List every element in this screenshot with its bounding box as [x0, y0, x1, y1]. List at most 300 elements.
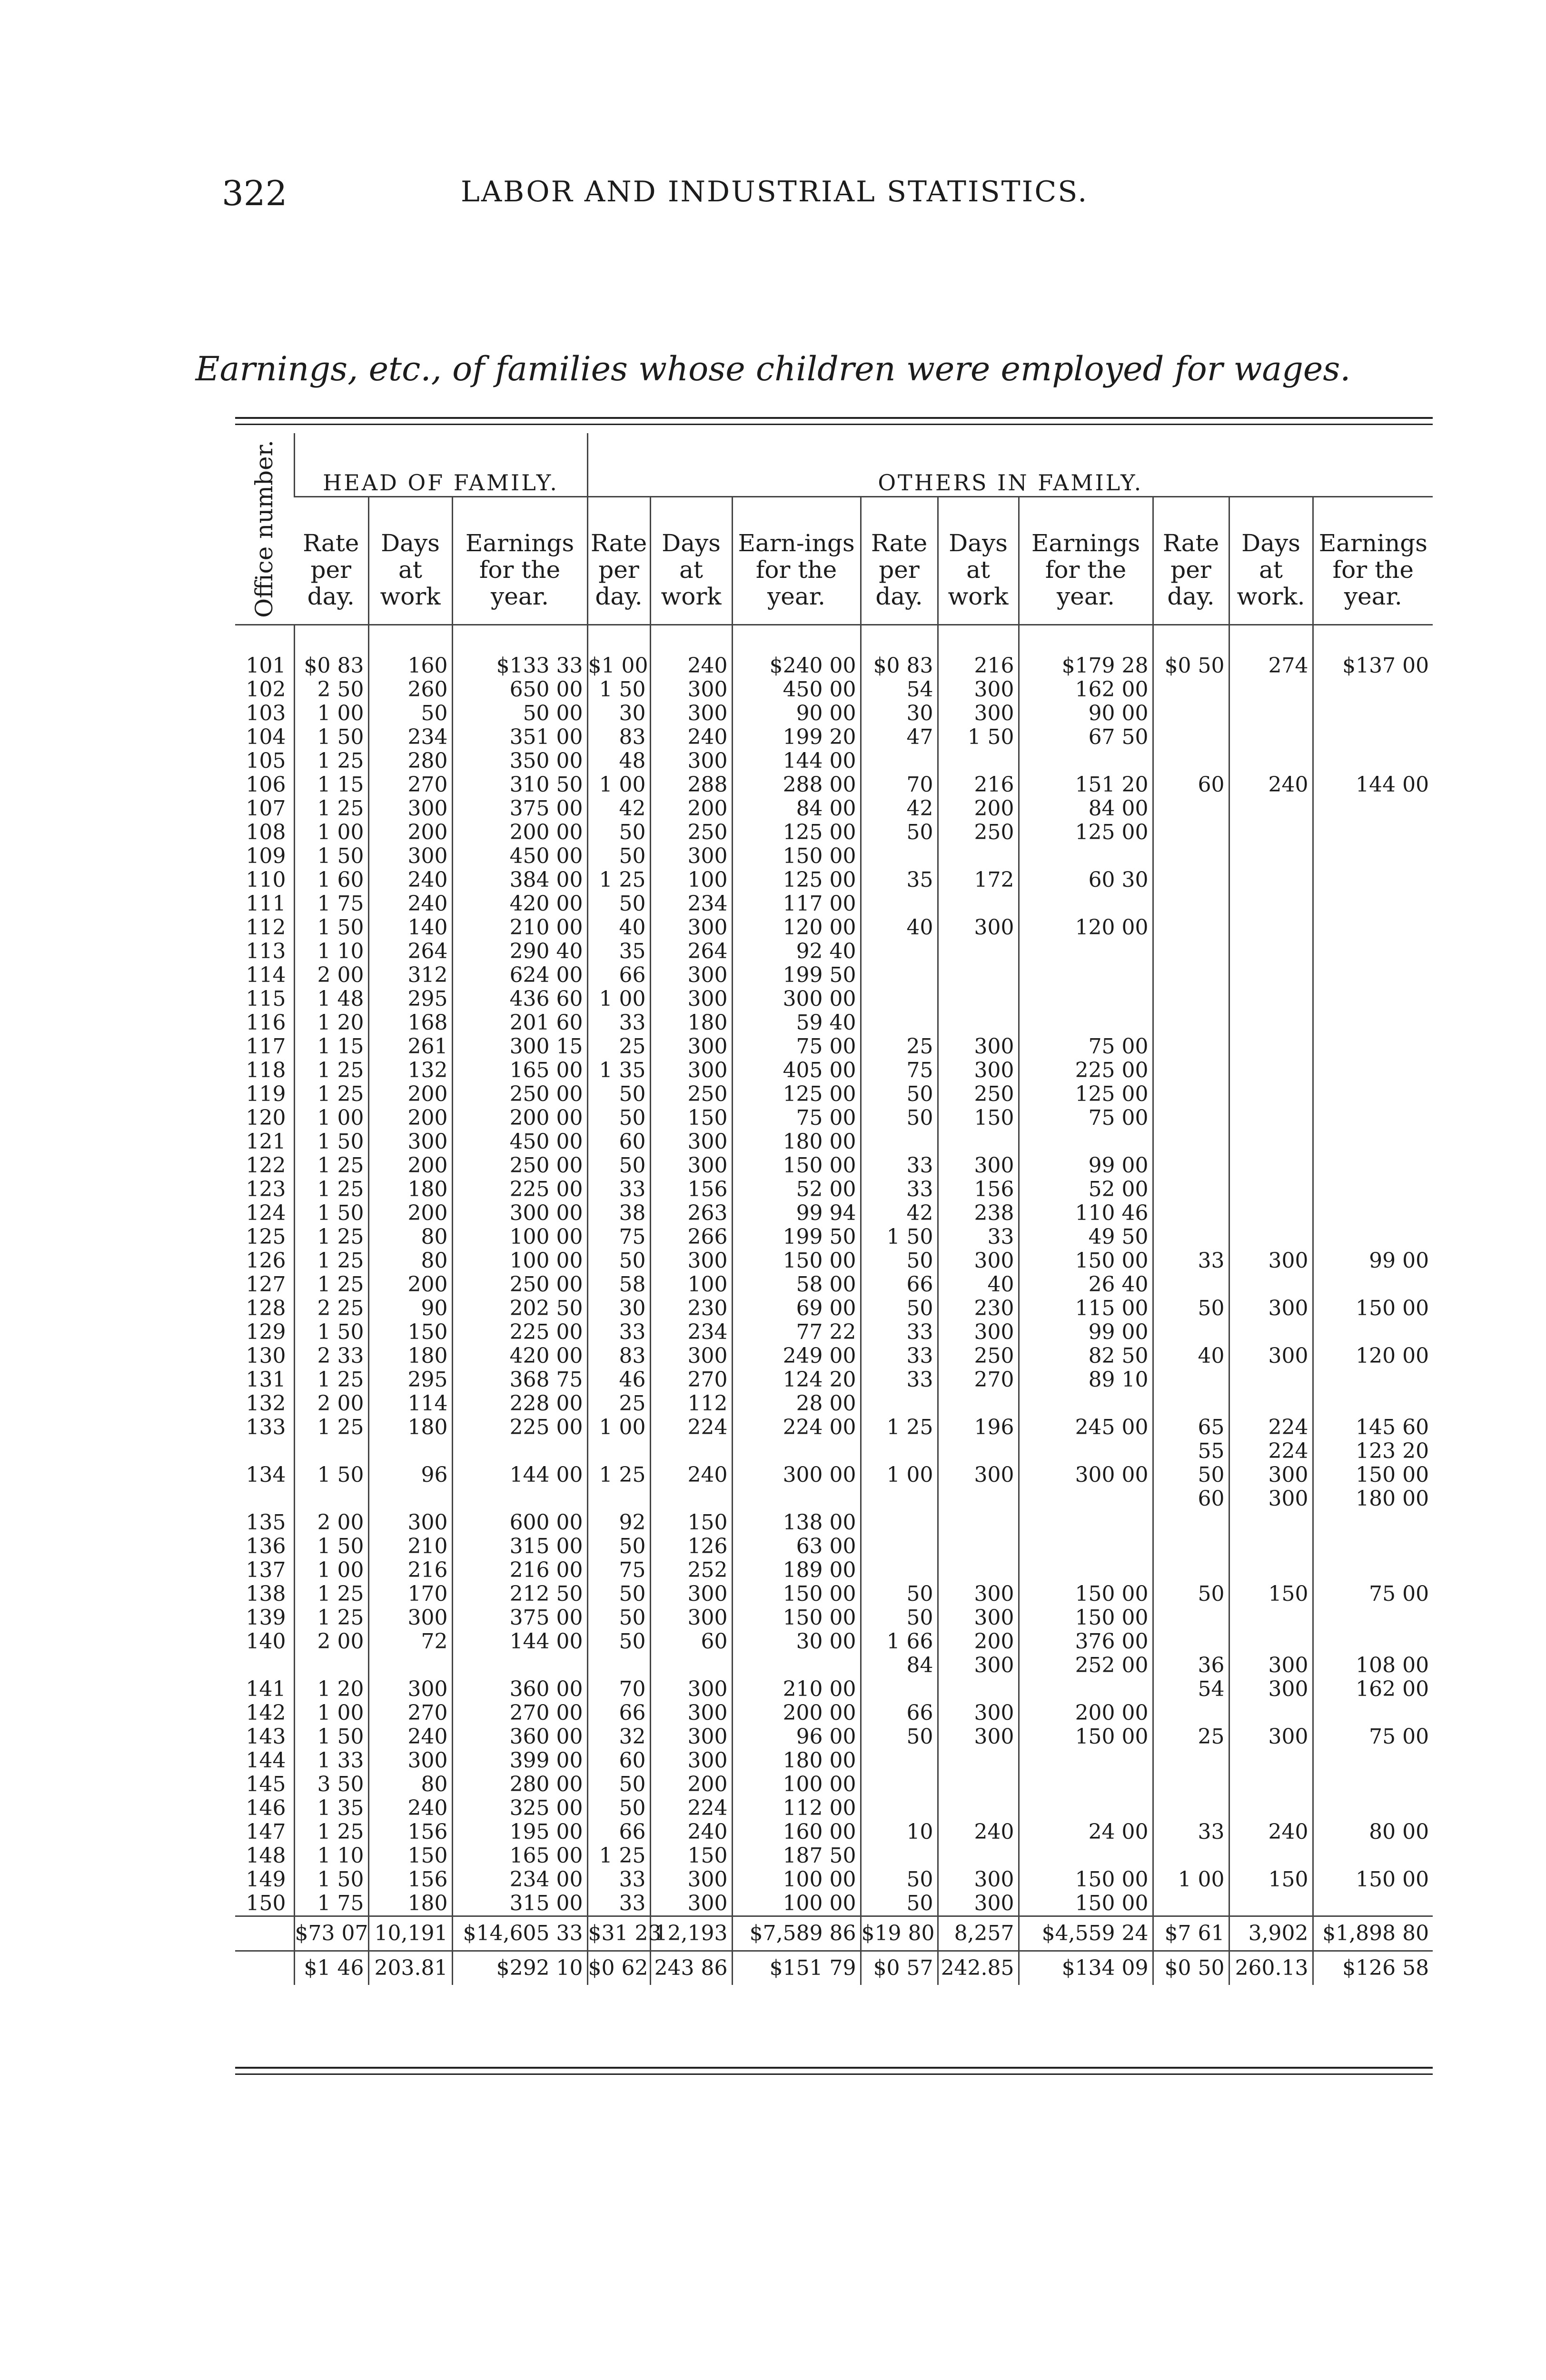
table-cell: [938, 749, 1019, 773]
table-cell: 300: [938, 916, 1019, 940]
table-cell: 128: [246, 1296, 286, 1320]
table-cell: [1229, 702, 1313, 725]
table-cell: [1153, 1511, 1229, 1535]
table-cell: 270: [938, 1368, 1019, 1392]
table-cell: [1229, 678, 1313, 702]
table-cell: 280 00: [452, 1773, 587, 1796]
table-cell: 112: [650, 1392, 732, 1416]
table-cell: 50: [587, 1535, 650, 1558]
table-cell: 150: [938, 1106, 1019, 1130]
table-cell: 114: [368, 1392, 452, 1416]
table-cell: 300: [938, 1725, 1019, 1749]
table-cell: 225 00: [452, 1178, 587, 1201]
table-cell: [861, 1130, 938, 1154]
table-cell: 50: [587, 1630, 650, 1654]
table-cell: 375 00: [452, 1606, 587, 1630]
table-cell: 150: [368, 1320, 452, 1344]
table-cell: 250: [938, 821, 1019, 844]
spacer-row: [235, 625, 1433, 654]
table-cell: 138 00: [732, 1511, 861, 1535]
table-cell: [1229, 1844, 1313, 1868]
table-cell: $179 28: [1019, 654, 1153, 678]
table-cell: 80: [368, 1773, 452, 1796]
table-cell: [1229, 1558, 1313, 1582]
table-cell: [1313, 1892, 1433, 1916]
table-cell: 1 50: [294, 1725, 368, 1749]
table-cell: 115: [246, 987, 286, 1011]
table-row: [235, 1344, 1433, 1368]
table-cell: [1153, 1796, 1229, 1820]
table-cell: 125 00: [732, 868, 861, 892]
table-cell: 288 00: [732, 773, 861, 797]
table-cell: [861, 1558, 938, 1582]
table-cell: 1 50: [294, 844, 368, 868]
table-cell: 1 35: [294, 1796, 368, 1820]
table-cell: 50: [587, 821, 650, 844]
table-cell: [368, 1654, 452, 1677]
table-cell: 125 00: [732, 821, 861, 844]
table-row: [235, 868, 1433, 892]
table-cell: 1 00: [294, 821, 368, 844]
table-cell: 52 00: [1019, 1178, 1153, 1201]
table-cell: 1 25: [294, 1249, 368, 1273]
table-cell: 300: [650, 1154, 732, 1178]
table-cell: 1 50: [587, 678, 650, 702]
table-cell: 1 48: [294, 987, 368, 1011]
table-cell: 624 00: [452, 963, 587, 987]
table-cell: 300: [938, 1606, 1019, 1630]
table-cell: 240: [368, 1725, 452, 1749]
table-cell: [1313, 1392, 1433, 1416]
table-cell: 224: [1229, 1416, 1313, 1439]
table-cell: [1313, 868, 1433, 892]
table-cell: 1 25: [587, 1463, 650, 1487]
column-header: Days at work: [938, 497, 1019, 625]
table-cell: 1 75: [294, 1892, 368, 1916]
table-cell: 1 25: [294, 1082, 368, 1106]
table-cell: 242.85: [938, 1951, 1019, 1985]
table-cell: 1 25: [294, 1606, 368, 1630]
table-cell: 90: [368, 1297, 452, 1320]
table-cell: [938, 1844, 1019, 1868]
table-cell: [1313, 892, 1433, 916]
table-cell: [1229, 892, 1313, 916]
table-cell: 150 00: [1019, 1868, 1153, 1892]
table-cell: 150 00: [1019, 1725, 1153, 1749]
table-row: [235, 1725, 1433, 1749]
table-cell: 240: [650, 725, 732, 749]
table-cell: [1229, 1392, 1313, 1416]
table-cell: 405 00: [732, 1059, 861, 1082]
table-cell: 92: [587, 1511, 650, 1535]
table-cell: 249 00: [732, 1344, 861, 1368]
table-cell: 26 40: [1019, 1273, 1153, 1297]
table-cell: 50: [861, 1082, 938, 1106]
table-cell: 300 00: [732, 1463, 861, 1487]
top-rule: [235, 417, 1433, 419]
table-cell: 132: [246, 1391, 286, 1416]
table-cell: $0 83: [294, 654, 368, 678]
table-cell: 200: [368, 1106, 452, 1130]
table-cell: 240: [1229, 773, 1313, 797]
table-cell: 42: [587, 797, 650, 821]
table-cell: 189 00: [732, 1558, 861, 1582]
table-cell: 203.81: [368, 1951, 452, 1985]
page-number: 322: [222, 173, 287, 213]
table-cell: 50: [587, 1606, 650, 1630]
table-cell: [1153, 868, 1229, 892]
table-cell: $240 00: [732, 654, 861, 678]
table-cell: 100: [650, 1273, 732, 1297]
table-cell: 150: [1229, 1582, 1313, 1606]
table-cell: 116: [246, 1011, 286, 1035]
table-cell: 1 15: [294, 773, 368, 797]
table-cell: [1229, 821, 1313, 844]
table-cell: 50: [587, 1582, 650, 1606]
table-cell: 84 00: [732, 797, 861, 821]
table-cell: 260.13: [1229, 1951, 1313, 1985]
table-cell: [938, 1749, 1019, 1773]
table-cell: 114: [246, 963, 286, 987]
table-cell: 300: [1229, 1725, 1313, 1749]
table-cell: 2 25: [294, 1297, 368, 1320]
table-cell: 54: [1153, 1677, 1229, 1701]
table-cell: 300: [368, 1749, 452, 1773]
table-cell: [1313, 963, 1433, 987]
table-cell: 30: [587, 702, 650, 725]
table-cell: 50: [1153, 1582, 1229, 1606]
table-cell: 50: [861, 1582, 938, 1606]
table-cell: 300: [650, 1701, 732, 1725]
table-cell: [1313, 678, 1433, 702]
table-cell: [1313, 1059, 1433, 1082]
table-cell: 300: [1229, 1249, 1313, 1273]
table-cell: 32: [587, 1725, 650, 1749]
table-cell: 143: [246, 1725, 286, 1749]
table-cell: 138: [246, 1582, 286, 1606]
table-cell: [861, 1677, 938, 1701]
table-cell: $7 61: [1153, 1916, 1229, 1951]
table-cell: [1229, 1035, 1313, 1059]
table-cell: 1 35: [587, 1059, 650, 1082]
table-cell: 110 46: [1019, 1201, 1153, 1225]
table-cell: [1313, 987, 1433, 1011]
table-row: [235, 678, 1433, 702]
table-cell: $31 23: [587, 1916, 650, 1951]
table-cell: 151 20: [1019, 773, 1153, 797]
table-cell: 300: [650, 916, 732, 940]
table-row: [235, 1273, 1433, 1297]
table-cell: 50: [1153, 1463, 1229, 1487]
table-cell: 107: [246, 796, 286, 821]
table-cell: 384 00: [452, 868, 587, 892]
table-cell: 65: [1153, 1416, 1229, 1439]
table-cell: 250: [650, 821, 732, 844]
table-cell: 33: [861, 1344, 938, 1368]
table-row: [235, 1439, 1433, 1463]
table-cell: 60: [1153, 773, 1229, 797]
table-cell: 109: [246, 844, 286, 868]
table-cell: 50: [587, 892, 650, 916]
table-cell: 25: [587, 1035, 650, 1059]
table-cell: [1313, 1630, 1433, 1654]
table-cell: 187 50: [732, 1844, 861, 1868]
table-cell: 300: [1229, 1297, 1313, 1320]
table-cell: 150: [650, 1511, 732, 1535]
table-cell: 60: [650, 1630, 732, 1654]
table-cell: 168: [368, 1011, 452, 1035]
table-cell: [1229, 844, 1313, 868]
table-cell: $4,559 24: [1019, 1916, 1153, 1951]
table-cell: [1313, 1154, 1433, 1178]
table-cell: 50: [861, 1106, 938, 1130]
table-cell: 125: [246, 1225, 286, 1249]
table-cell: [1153, 1011, 1229, 1035]
table-cell: [1153, 844, 1229, 868]
table-cell: 82 50: [1019, 1344, 1153, 1368]
table-cell: 300: [650, 1677, 732, 1701]
table-cell: 300: [938, 1035, 1019, 1059]
table-cell: 243 86: [650, 1951, 732, 1985]
table-cell: 1 25: [294, 1582, 368, 1606]
table-cell: 140: [246, 1629, 286, 1654]
table-cell: [938, 892, 1019, 916]
table-cell: 50: [368, 702, 452, 725]
table-cell: 75: [587, 1225, 650, 1249]
table-cell: 1 50: [294, 1320, 368, 1344]
table-cell: [938, 1439, 1019, 1463]
column-header: Rate per day.: [294, 497, 368, 625]
table-cell: [587, 1439, 650, 1463]
table-cell: 30 00: [732, 1630, 861, 1654]
table-cell: [1313, 1368, 1433, 1392]
table-row: [235, 749, 1433, 773]
table-row: [235, 725, 1433, 749]
table-cell: [1313, 821, 1433, 844]
table-cell: 40: [938, 1273, 1019, 1297]
table-cell: [938, 1535, 1019, 1558]
table-cell: 200: [650, 1773, 732, 1796]
table-cell: 200: [368, 1082, 452, 1106]
table-cell: 300: [938, 1582, 1019, 1606]
table-cell: 399 00: [452, 1749, 587, 1773]
column-header: Earn-ings for the year.: [732, 497, 861, 625]
table-cell: [1229, 1154, 1313, 1178]
table-cell: 162 00: [1019, 678, 1153, 702]
table-cell: 300: [938, 1059, 1019, 1082]
table-caption: Earnings, etc., of families whose children were employed for wages.: [195, 349, 1351, 388]
table-cell: [1153, 1368, 1229, 1392]
table-row: [235, 1059, 1433, 1082]
table-cell: 300 00: [732, 987, 861, 1011]
table-cell: [861, 1011, 938, 1035]
table-cell: 240: [650, 654, 732, 678]
table-cell: 84: [861, 1654, 938, 1677]
table-cell: 1 00: [294, 1106, 368, 1130]
table-row: [235, 1320, 1433, 1344]
table-cell: [1229, 1892, 1313, 1916]
table-cell: [368, 1487, 452, 1511]
table-cell: [587, 1654, 650, 1677]
table-cell: 123 20: [1313, 1439, 1433, 1463]
table-cell: [1229, 1130, 1313, 1154]
table-cell: 100 00: [452, 1225, 587, 1249]
table-cell: 300: [938, 678, 1019, 702]
table-cell: [938, 963, 1019, 987]
table-row: [235, 1106, 1433, 1130]
table-cell: [1153, 1273, 1229, 1297]
table-cell: [1019, 892, 1153, 916]
table-cell: 2 00: [294, 1511, 368, 1535]
table-cell: 224 00: [732, 1416, 861, 1439]
table-cell: 126: [650, 1535, 732, 1558]
column-header: Rate per day.: [861, 497, 938, 625]
table-row: [235, 1463, 1433, 1487]
table-cell: [1229, 1201, 1313, 1225]
table-cell: 1 50: [294, 725, 368, 749]
table-cell: $292 10: [452, 1951, 587, 1985]
table-row: [235, 1535, 1433, 1558]
table-cell: 315 00: [452, 1892, 587, 1916]
bottom-rule: [235, 2073, 1433, 2075]
table-cell: [1229, 1630, 1313, 1654]
table-cell: 250: [938, 1344, 1019, 1368]
table-cell: 150 00: [1313, 1463, 1433, 1487]
table-cell: 234: [650, 1320, 732, 1344]
table-cell: 300: [650, 1582, 732, 1606]
table-cell: 200: [368, 821, 452, 844]
table-cell: 300: [650, 1130, 732, 1154]
table-cell: [938, 940, 1019, 963]
table-cell: 12,193: [650, 1916, 732, 1951]
table-cell: 1 50: [294, 1130, 368, 1154]
table-cell: 58: [587, 1273, 650, 1297]
table-cell: 225 00: [1019, 1059, 1153, 1082]
table-cell: [1019, 844, 1153, 868]
table-cell: [1153, 797, 1229, 821]
table-cell: 1 50: [294, 1868, 368, 1892]
table-cell: 55: [1153, 1439, 1229, 1463]
table-row: [235, 702, 1433, 725]
table-cell: $0 57: [861, 1951, 938, 1985]
table-cell: [1313, 1749, 1433, 1773]
table-cell: 150: [246, 1891, 286, 1915]
table-cell: [1153, 702, 1229, 725]
table-row: [235, 1892, 1433, 1916]
table-cell: 50: [587, 1106, 650, 1130]
table-cell: [1313, 1201, 1433, 1225]
table-cell: [1153, 987, 1229, 1011]
table-row: [235, 1011, 1433, 1035]
table-cell: 250: [650, 1082, 732, 1106]
table-cell: 144 00: [732, 749, 861, 773]
table-cell: 150 00: [1313, 1868, 1433, 1892]
table-cell: [1019, 1558, 1153, 1582]
table-cell: 30: [861, 702, 938, 725]
table-cell: [1153, 1844, 1229, 1868]
table-cell: 66: [861, 1701, 938, 1725]
table-cell: 2 50: [294, 678, 368, 702]
table-cell: 1 00: [294, 1701, 368, 1725]
table-cell: 1 00: [587, 987, 650, 1011]
table-cell: $134 09: [1019, 1951, 1153, 1985]
table-row: [235, 844, 1433, 868]
table-cell: 92 40: [732, 940, 861, 963]
table-cell: 83: [587, 1344, 650, 1368]
table-cell: 300: [368, 844, 452, 868]
table-cell: 270: [368, 1701, 452, 1725]
table-cell: 150 00: [732, 1582, 861, 1606]
table-cell: [1153, 1178, 1229, 1201]
table-cell: 149: [246, 1867, 286, 1892]
table-cell: [294, 1654, 368, 1677]
table-cell: 180 00: [732, 1130, 861, 1154]
table-cell: 200 00: [452, 1106, 587, 1130]
table-cell: 33: [938, 1225, 1019, 1249]
table-cell: 99 00: [1313, 1249, 1433, 1273]
table-cell: [732, 1439, 861, 1463]
table-cell: 368 75: [452, 1368, 587, 1392]
table-cell: 199 20: [732, 725, 861, 749]
table-cell: 100: [650, 868, 732, 892]
table-cell: 300 00: [452, 1201, 587, 1225]
table-cell: [1229, 1796, 1313, 1820]
earnings-table: [235, 433, 1433, 1985]
table-cell: 300: [650, 1344, 732, 1368]
table-cell: 240: [650, 1820, 732, 1844]
table-cell: 2 00: [294, 1630, 368, 1654]
table-cell: [861, 1487, 938, 1511]
table-row: [235, 1820, 1433, 1844]
table-cell: 288: [650, 773, 732, 797]
table-cell: 96: [368, 1463, 452, 1487]
table-cell: 3,902: [1229, 1916, 1313, 1951]
table-row: [235, 1511, 1433, 1535]
table-cell: 1 50: [938, 725, 1019, 749]
table-cell: 66: [587, 1701, 650, 1725]
table-cell: 33: [587, 1011, 650, 1035]
table-cell: 75 00: [1313, 1725, 1433, 1749]
table-cell: [861, 844, 938, 868]
table-cell: [1153, 1059, 1229, 1082]
table-cell: 312: [368, 963, 452, 987]
table-cell: [1153, 1082, 1229, 1106]
table-cell: 50: [587, 1154, 650, 1178]
table-cell: [650, 1487, 732, 1511]
column-header: Earnings for the year.: [1313, 497, 1433, 625]
table-cell: 101: [246, 654, 286, 678]
table-cell: 103: [246, 701, 286, 725]
table-cell: [1313, 1511, 1433, 1535]
table-cell: 40: [587, 916, 650, 940]
table-cell: 117 00: [732, 892, 861, 916]
table-cell: 60: [1153, 1487, 1229, 1511]
table-cell: [1019, 940, 1153, 963]
table-cell: 252 00: [1019, 1654, 1153, 1677]
table-cell: 69 00: [732, 1297, 861, 1320]
table-cell: 156: [938, 1178, 1019, 1201]
table-cell: 600 00: [452, 1511, 587, 1535]
table-cell: 200 00: [452, 821, 587, 844]
table-cell: 75 00: [1313, 1582, 1433, 1606]
table-cell: 199 50: [732, 1225, 861, 1249]
table-cell: 132: [368, 1059, 452, 1082]
table-cell: 125 00: [1019, 1082, 1153, 1106]
table-cell: 300: [938, 1701, 1019, 1725]
table-cell: 139: [246, 1606, 286, 1630]
table-cell: 270 00: [452, 1701, 587, 1725]
table-cell: 1 20: [294, 1677, 368, 1701]
